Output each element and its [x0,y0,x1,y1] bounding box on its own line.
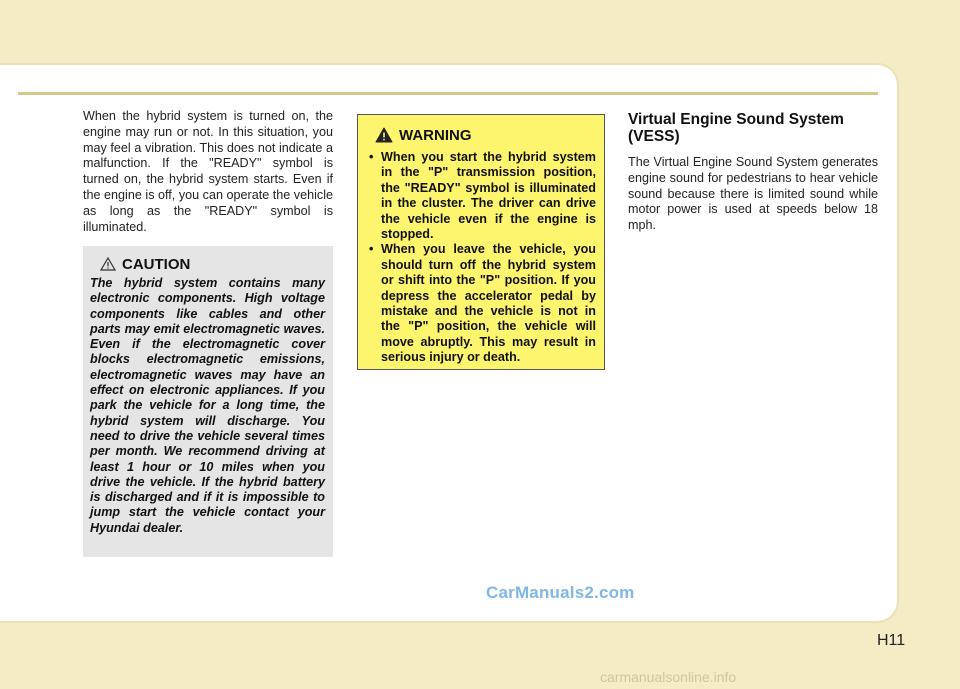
caution-box [83,246,333,557]
caution-body: The hybrid system contains many electronic components. High voltage components like cables and other parts may emit electromagnetic waves. Even if the electromagnetic cover blocks electromagnetic emissions, electromagnetic waves may have an effect on electronic appliances. If you park the vehicle for a long time, the hybrid system will discharge. You need to drive the vehicle several times per month. We recommend driving at least 1 hour or 10 miles when you drive the vehicle. If the hybrid battery is discharged and if it is impossible to jump start the vehicle contact your Hyundai dealer. [90,276,325,535]
header-rule [18,92,878,95]
warning-list [367,150,596,366]
footer-watermark: carmanualsonline.info [600,669,737,685]
warning-item: • When you leave the vehicle, you should turn off the hybrid system or shift into the "P" position. If you depress the accelerator pedal by mistake and the vehicle is not in the "P" position, the vehicle will move abruptly. This may result in serious injury or death. [369,242,596,365]
page-number: H11 [877,632,906,649]
caution-triangle-outline-icon [100,257,116,271]
warning-item-text: When you leave the vehicle, you should turn off the hybrid system or shift into the "P" position. If you depress the accelerator pedal by mistake and the vehicle is not in the "P" position, the vehicle will move abruptly. This may result in serious injury or death. [381,242,596,365]
vess-body: The Virtual Engine Sound System generates engine sound for pedestrians to hear vehicle sound because there is limited sound while motor power is used at speeds below 18 mph. [628,155,878,233]
vess-title: Virtual Engine Sound System (VESS) [628,111,844,145]
warning-heading-row [375,124,596,146]
vess-section [628,111,878,234]
warning-heading: WARNING [399,126,472,144]
caution-heading-row [100,254,325,274]
warning-item: • When you start the hybrid system in the "P" transmission position, the "READY" symbol is illuminated in the cluster. The driver can drive the vehicle even if the engine is stopped. [369,150,596,242]
watermark-link[interactable]: CarManuals2.com [486,583,635,602]
warning-triangle-filled-icon [375,127,393,143]
warning-box [357,114,605,370]
caution-heading: CAUTION [122,255,191,273]
intro-paragraph: When the hybrid system is turned on, the engine may run or not. In this situation, you may feel a vibration. This does not indicate a malfunction. If the "READY" symbol is turned on, the hybrid system starts. Even if the engine is off, you can operate the vehicle as long as the "READY" symbol is illuminated. [83,109,333,234]
warning-item-text: When you start the hybrid system in the "P" transmission position, the "READY" symbol is illuminated in the cluster. The driver can drive the vehicle even if the engine is stopped. [381,150,596,242]
